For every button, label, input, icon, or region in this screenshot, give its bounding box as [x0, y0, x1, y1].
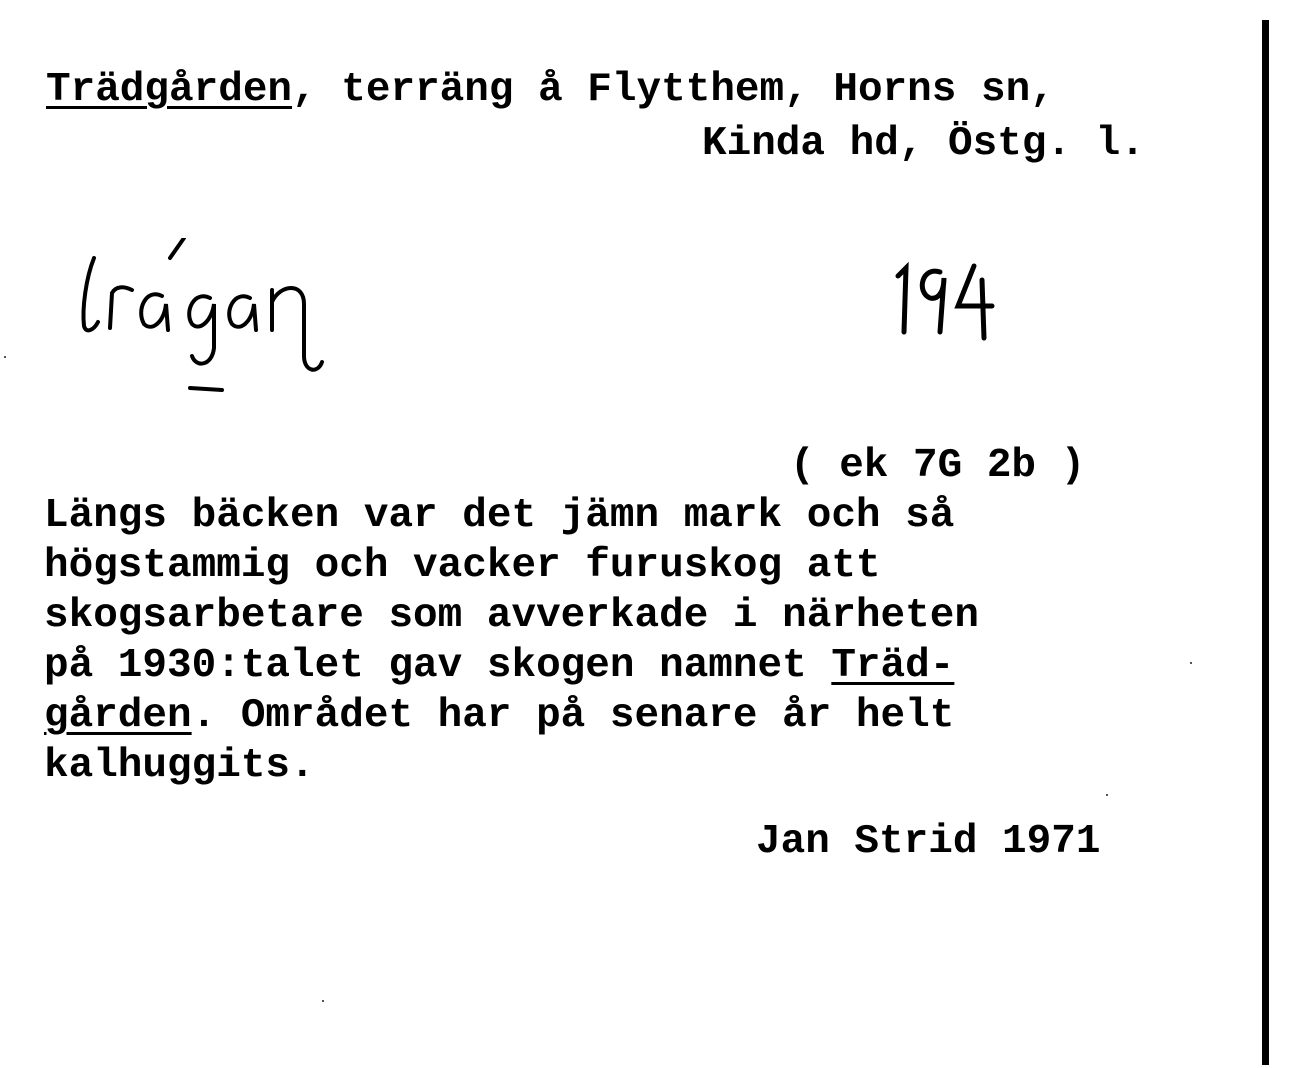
header-line-1: [46, 67, 1055, 113]
body-line-4: [44, 643, 955, 689]
reference-code: ( ek 7G 2b ): [790, 443, 1086, 489]
card-edge-line: [1262, 20, 1269, 1065]
handwritten-pronunciation: [52, 222, 342, 443]
body-line-4-text: på 1930:talet gav skogen namnet: [44, 643, 832, 689]
body-line-6: kalhuggits.: [44, 743, 315, 789]
signature: Jan Strid 1971: [756, 819, 1101, 865]
handwritten-number: [872, 246, 1002, 387]
header-line-2: Kinda hd, Östg. l.: [702, 121, 1145, 167]
body-line-5: [44, 693, 955, 739]
scan-speck: [1190, 662, 1192, 664]
scan-speck: [4, 356, 6, 358]
body-place-name-part-2: gården: [44, 693, 192, 739]
body-line-1: Längs bäcken var det jämn mark och så: [44, 493, 955, 539]
scan-speck: [1106, 794, 1108, 796]
scan-speck: [322, 1000, 324, 1002]
header-location: , terräng å Flytthem, Horns sn,: [292, 67, 1055, 113]
number-glyphs: [892, 262, 1002, 352]
body-line-3: skogsarbetare som avverkade i närheten: [44, 593, 979, 639]
place-name: Trädgården: [46, 67, 293, 113]
pronunciation-glyphs: [72, 238, 342, 408]
body-place-name-part-1: Träd-: [831, 643, 955, 689]
body-line-5-text: . Området har på senare år helt: [191, 693, 955, 739]
body-line-2: högstammig och vacker furuskog att: [44, 543, 881, 589]
